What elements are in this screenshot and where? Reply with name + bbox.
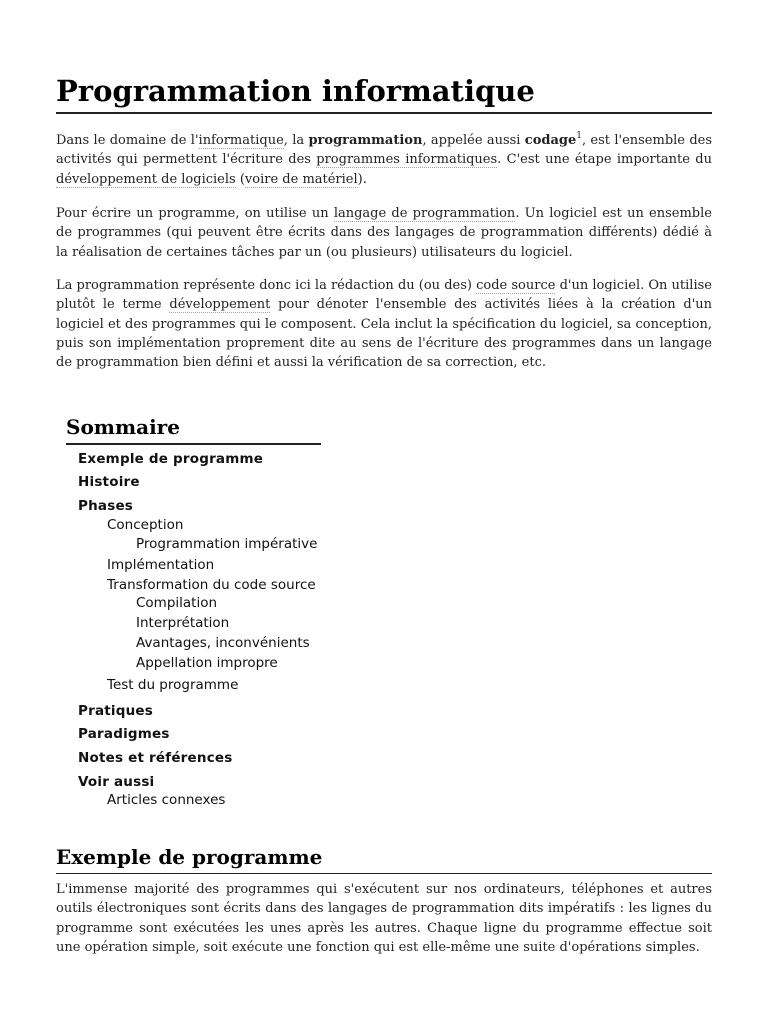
intro-paragraph-2: Pour écrire un programme, on utilise un langage de programmation. Un logiciel est un ensemble de programmes (qui peuvent être écrits dans des langages de programmation différents) dédié à la réalisation de certaines tâches par un (ou plusieurs) utilisateurs du logiciel.	[56, 206, 712, 260]
toc-item-articles-connexes[interactable]: Articles connexes	[107, 792, 226, 808]
footnote-ref-1[interactable]: 1	[576, 131, 582, 141]
page-title: Programmation informatique	[56, 72, 712, 114]
intro-paragraph-1: Dans le domaine de l'informatique, la programmation, appelée aussi codage$^1$, est l'ensemble des activités qui permettent l'écriture des programmes informatiques. C'est une étape importante du développement de logiciels (voire de matériel).	[56, 131, 713, 187]
toc-item-exemple-de-programme[interactable]: Exemple de programme	[78, 451, 264, 467]
link-developpement-de-logiciels[interactable]: développement de logiciels	[56, 171, 236, 187]
toc-item-transformation-du-code-source[interactable]: Transformation du code source	[107, 577, 316, 593]
link-langage-de-programmation[interactable]: langage de programmation	[333, 206, 516, 221]
toc-item-conception[interactable]: Conception	[107, 517, 184, 533]
toc-item-notes-et-references[interactable]: Notes et références	[78, 750, 233, 766]
toc-item-interpretation[interactable]: Interprétation	[136, 615, 230, 631]
intro-paragraph-3: La programmation représente donc ici la rédaction du (ou des) code source d'un logiciel. On utilise plutôt le terme développement pour dénoter l'ensemble des activités liées à la création d'un logiciel et des programmes qui le composent. Cela inclut la spécification du logiciel, sa conception, puis son implémentation proprement dite au sens de l'écriture des programmes dans un langage de programmation bien défini et aussi la vérification de sa correction, etc.	[56, 278, 713, 371]
toc-item-pratiques[interactable]: Pratiques	[78, 703, 154, 719]
toc-item-avantages-inconvenients[interactable]: Avantages, inconvénients	[136, 635, 310, 651]
link-code-source[interactable]: code source	[476, 278, 556, 293]
toc-title: Sommaire	[66, 413, 321, 445]
toc-item-appellation-impropre[interactable]: Appellation impropre	[136, 655, 278, 671]
toc-item-compilation[interactable]: Compilation	[136, 595, 218, 611]
toc-item-histoire[interactable]: Histoire	[78, 474, 140, 490]
section-heading-exemple-de-programme: Exemple de programme	[56, 843, 712, 874]
toc-item-paradigmes[interactable]: Paradigmes	[78, 726, 170, 742]
link-informatique[interactable]: informatique	[198, 133, 284, 148]
link-voire-de-materiel[interactable]: voire de matériel	[244, 171, 358, 187]
toc-item-phases[interactable]: Phases	[78, 498, 134, 514]
link-developpement[interactable]: développement	[169, 297, 271, 313]
toc-item-implementation[interactable]: Implémentation	[107, 557, 215, 573]
section-paragraph-exemple: L'immense majorité des programmes qui s'exécutent sur nos ordinateurs, téléphones et autres outils électroniques sont écrits dans des langages de programmation dits impératifs : les lignes du programme sont exécutées les unes après les autres. Chaque ligne du programme effectue soit une opération simple, soit exécute une fonction qui est elle-même une suite d'opérations simples.	[56, 882, 712, 955]
toc-item-voir-aussi[interactable]: Voir aussi	[78, 774, 155, 790]
toc-item-test-du-programme[interactable]: Test du programme	[107, 677, 239, 693]
toc-item-programmation-imperative[interactable]: Programmation impérative	[136, 536, 318, 552]
link-programmes-informatiques[interactable]: programmes informatiques	[316, 152, 498, 168]
